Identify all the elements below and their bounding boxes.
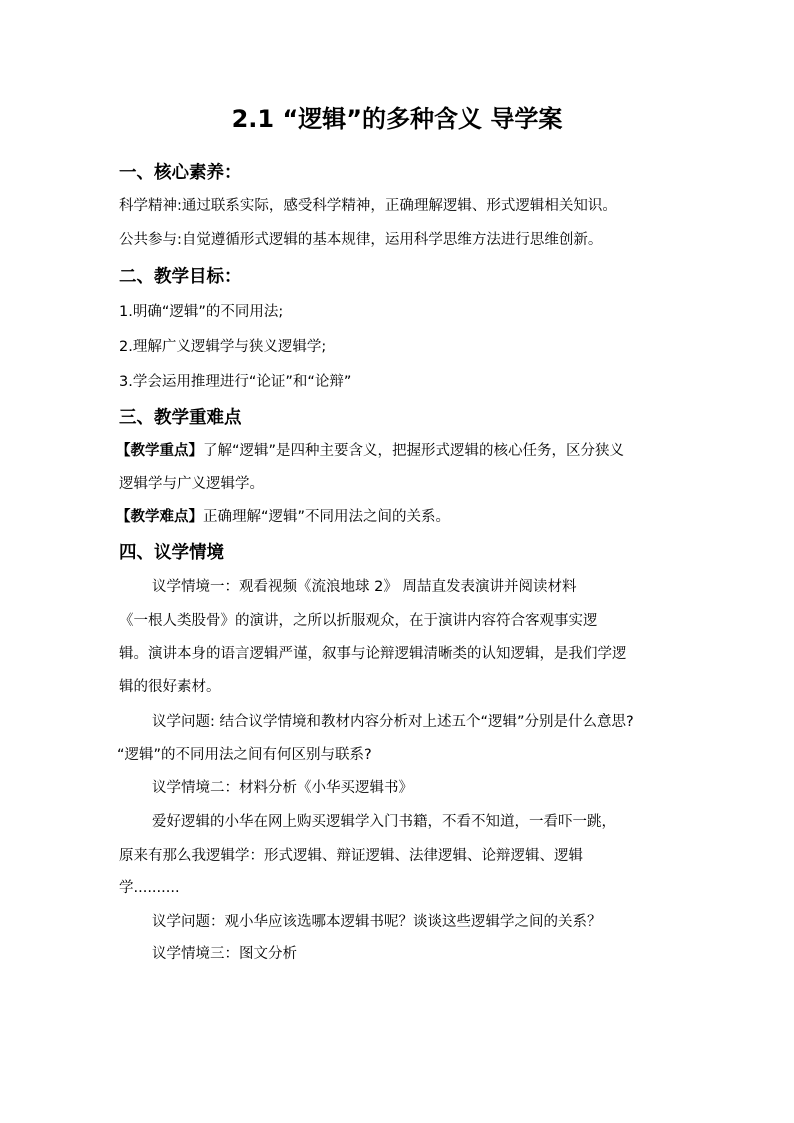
paragraph-public-participation: 公共参与:自觉遵循形式逻辑的基本规律，运用科学思维方法进行思维创新。 [119,232,603,248]
difficult-point-line [116,506,450,528]
goal-item-1: 1.明确“逻辑”的不同用法; [119,304,284,320]
difficult-point-label: 【教学难点】 [116,509,203,525]
key-point-line-1 [116,440,624,462]
scenario-2-line: 议学情境二：材料分析《小华买逻辑书》 [152,780,413,796]
scenario-2-text-line-2: 原来有那么我逻辑学：形式逻辑、辩证逻辑、法律逻辑、论辩逻辑、逻辑 [119,848,583,864]
scenario-1-text-line-3: 辑的很好素材。 [119,679,221,695]
document-title: 2.1 “逻辑”的多种含义 导学案 [231,105,563,133]
section-heading-discussion-scenarios: 四、议学情境 [119,543,224,563]
question-1-line-1: 议学问题: 结合议学情境和教材内容分析对上述五个“逻辑”分别是什么意思? [152,714,634,730]
question-2-line: 议学问题：观小华应该选哪本逻辑书呢？谈谈这些逻辑学之间的关系？ [152,914,602,930]
key-point-label: 【教学重点】 [116,443,203,459]
section-heading-teaching-goals: 二、教学目标： [119,267,242,287]
key-point-text: 了解“逻辑”是四种主要含义，把握形式逻辑的核心任务，区分狭义 [203,443,625,459]
scenario-3-line: 议学情境三：图文分析 [152,946,297,962]
scenario-1-text-line-1: 《一根人类股骨》的演讲，之所以折服观众，在于演讲内容符合客观事实逻 [119,613,598,629]
scenario-1-line: 议学情境一：观看视频《流浪地球 2》 周喆直发表演讲并阅读材料 [152,579,577,595]
paragraph-scientific-spirit: 科学精神:通过联系实际，感受科学精神，正确理解逻辑、形式逻辑相关知识。 [119,198,617,214]
key-point-line-2: 逻辑学与广义逻辑学。 [119,476,264,492]
goal-item-3: 3.学会运用推理进行“论证”和“论辩” [119,374,352,390]
scenario-2-text-line-3: 学.......... [119,880,180,896]
section-heading-core-literacy: 一、核心素养： [119,163,242,183]
difficult-point-text: 正确理解“逻辑”不同用法之间的关系。 [203,509,451,525]
scenario-2-text-line-1: 爱好逻辑的小华在网上购买逻辑学入门书籍，不看不知道，一看吓一跳， [152,814,616,830]
scenario-1-text-line-2: 辑。演讲本身的语言逻辑严谨，叙事与论辩逻辑清晰类的认知逻辑，是我们学逻 [119,646,627,662]
section-heading-key-difficult-points: 三、教学重难点 [119,408,242,428]
goal-item-2: 2.理解广义逻辑学与狭义逻辑学; [119,339,327,355]
question-1-line-2: “逻辑”的不同用法之间有何区别与联系? [117,747,372,763]
